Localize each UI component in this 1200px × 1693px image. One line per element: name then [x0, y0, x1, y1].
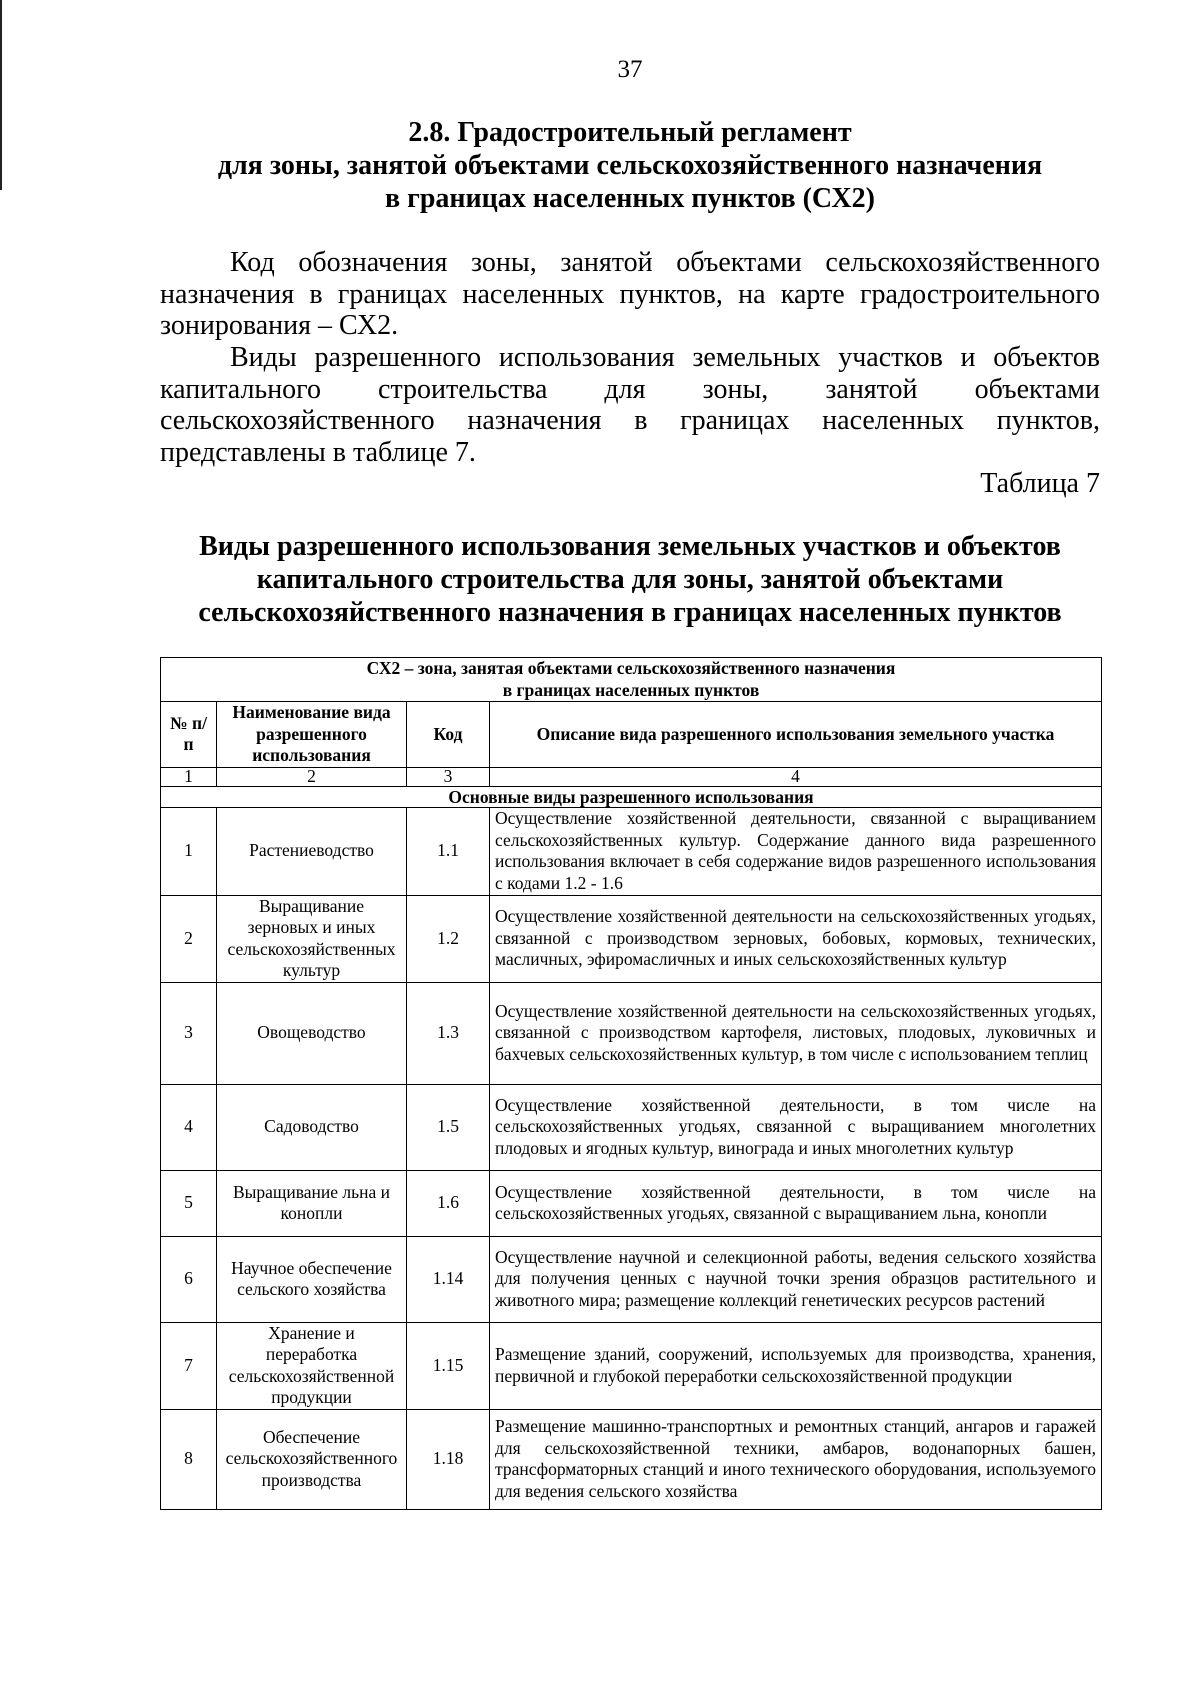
row-desc: Осуществление хозяйственной деятельности, в том числе на сельскохозяйственных угодьях, связанной с выращиванием льна, конопли — [490, 1170, 1102, 1236]
row-code: 1.3 — [407, 982, 490, 1084]
row-code: 1.15 — [407, 1322, 490, 1409]
row-code: 1.14 — [407, 1236, 490, 1322]
table-row — [161, 1322, 1102, 1409]
header-desc: Описание вида разрешенного использования земельного участка — [490, 702, 1102, 768]
row-desc: Осуществление хозяйственной деятельности на сельскохозяйственных угодьях, связанной с производством зерновых, бобовых, кормовых, технических, масличных, эфиромасличных и иных сельскохозяйственных культур — [490, 895, 1102, 982]
row-desc: Осуществление хозяйственной деятельности, в том числе на сельскохозяйственных угодьях, связанной с выращиванием многолетних плодовых и ягодных культур, винограда и иных многолетних культур — [490, 1084, 1102, 1170]
row-name: Хранение и переработка сельскохозяйственной продукции — [217, 1322, 407, 1409]
table-title-line-3: сельскохозяйственного назначения в границах населенных пунктов — [198, 597, 1062, 628]
row-name: Выращивание зерновых и иных сельскохозяйственных культур — [217, 895, 407, 982]
row-num: 4 — [161, 1084, 217, 1170]
row-num: 8 — [161, 1409, 217, 1509]
section-heading-line-1: 2.8. Градостроительный регламент — [408, 117, 852, 148]
paragraph-uses — [160, 342, 1100, 468]
row-num: 7 — [161, 1322, 217, 1409]
table-row — [161, 1170, 1102, 1236]
row-desc: Размещение машинно-транспортных и ремонтных станций, ангаров и гаражей для сельскохозяйственной техники, амбаров, водонапорных башен, трансформаторных станций и иного технического оборудования, используемого для ведения сельского хозяйства — [490, 1409, 1102, 1509]
row-code: 1.18 — [407, 1409, 490, 1509]
section-header-row — [161, 786, 1102, 807]
row-num: 5 — [161, 1170, 217, 1236]
row-desc: Осуществление хозяйственной деятельности, связанной с выращиванием сельскохозяйственных культур. Содержание данного вида разрешенного использования включает в себя содержание видов разрешенного использования с кодами 1.2 - 1.6 — [490, 807, 1102, 895]
row-name: Садоводство — [217, 1084, 407, 1170]
column-number-row — [161, 767, 1102, 786]
row-name: Научное обеспечение сельского хозяйства — [217, 1236, 407, 1322]
paragraph-1: Код обозначения зоны, занятой объектами сельскохозяйственного назначения в границах населенных пунктов, на карте градостроительного зонирования – СХ2. — [160, 247, 1100, 341]
row-code: 1.2 — [407, 895, 490, 982]
zone-header-cell — [161, 658, 1102, 702]
row-num: 1 — [161, 807, 217, 895]
column-number-1: 1 — [161, 767, 217, 786]
table-row — [161, 807, 1102, 895]
section-header-cell: Основные виды разрешенного использования — [161, 786, 1102, 807]
table-row — [161, 982, 1102, 1084]
page-number: 37 — [617, 56, 643, 83]
row-name: Выращивание льна и конопли — [217, 1170, 407, 1236]
table-row — [161, 1084, 1102, 1170]
row-desc: Осуществление научной и селекционной работы, ведения сельского хозяйства для получения ценных с научной точки зрения образцов растительного и животного мира; размещение коллекций генетических ресурсов растений — [490, 1236, 1102, 1322]
row-code: 1.6 — [407, 1170, 490, 1236]
row-desc: Размещение зданий, сооружений, используемых для производства, хранения, первичной и глубокой переработки сельскохозяйственной продукции — [490, 1322, 1102, 1409]
row-name: Растениеводство — [217, 807, 407, 895]
zone-header-line-2: в границах населенных пунктов — [502, 679, 760, 700]
column-number-4: 4 — [490, 767, 1102, 786]
zone-header-line-1: СХ2 – зона, занятая объектами сельскохозяйственного назначения — [366, 658, 896, 678]
row-code: 1.5 — [407, 1084, 490, 1170]
column-number-3: 3 — [407, 767, 490, 786]
zone-header-row — [161, 658, 1102, 702]
header-code: Код — [407, 702, 490, 768]
table-title-line-2: капитального строительства для зоны, занятой объектами — [256, 564, 1004, 595]
table-row — [161, 895, 1102, 982]
row-num: 6 — [161, 1236, 217, 1322]
table-row — [161, 1236, 1102, 1322]
paragraph-zone-code — [160, 247, 1100, 342]
section-heading-line-3: в границах населенных пунктов (СХ2) — [385, 183, 875, 214]
header-num: № п/п — [161, 702, 217, 768]
column-number-2: 2 — [217, 767, 407, 786]
row-name: Обеспечение сельскохозяйственного производства — [217, 1409, 407, 1509]
row-desc: Осуществление хозяйственной деятельности на сельскохозяйственных угодьях, связанной с производством картофеля, листовых, плодовых, луковичных и бахчевых сельскохозяйственных культур, в том числе с использованием теплиц — [490, 982, 1102, 1084]
permitted-uses-table — [160, 657, 1102, 1510]
table-row — [161, 1409, 1102, 1509]
scan-edge-line — [0, 0, 2, 190]
section-heading — [160, 116, 1100, 215]
row-code: 1.1 — [407, 807, 490, 895]
row-num: 3 — [161, 982, 217, 1084]
section-heading-line-2: для зоны, занятой объектами сельскохозяйственного назначения — [217, 150, 1043, 181]
row-num: 2 — [161, 895, 217, 982]
table-reference: Таблица 7 — [980, 468, 1100, 499]
table-title-line-1: Виды разрешенного использования земельных участков и объектов — [199, 531, 1061, 562]
table-title — [160, 530, 1100, 629]
paragraph-2: Виды разрешенного использования земельных участков и объектов капитального строительства для зоны, занятой объектами сельскохозяйственного назначения в границах населенных пунктов, представлены в таблице 7. — [160, 342, 1100, 468]
row-name: Овощеводство — [217, 982, 407, 1084]
header-name: Наименование вида разрешенного использования — [217, 702, 407, 768]
column-header-row — [161, 702, 1102, 768]
